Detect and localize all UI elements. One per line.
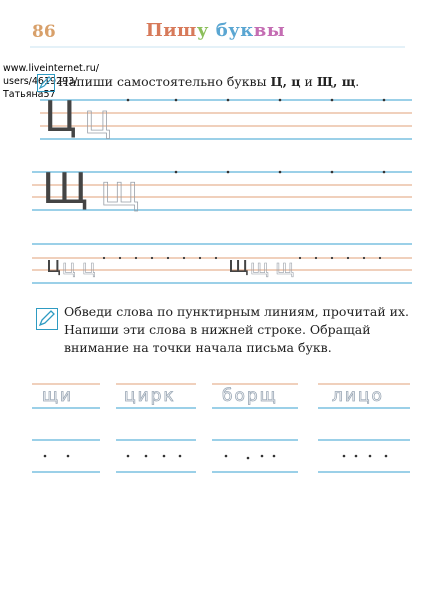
row3-a-solid-letter: ц (46, 253, 61, 278)
task1-text: Напиши самостоятельно буквы (58, 74, 271, 89)
row2-dashed-letter: щ (100, 166, 140, 215)
row3-b-dashed-letters: щ щ (250, 255, 295, 279)
trace-word-2: цирк (124, 386, 176, 406)
task2-instruction: Обведи слова по пунктирным линиям, прочитай их. Напиши эти слова в нижней строке. Обращай внимание на точки начала письма букв. (64, 304, 409, 355)
task1-and: и (300, 74, 317, 89)
start-dots-words (44, 455, 388, 460)
watermark-line-3: Татьяна57 (3, 89, 56, 100)
title-part-3: бук (215, 20, 254, 41)
title-part-4: вы (253, 20, 286, 41)
task1-letters-2: Щ, щ (316, 74, 356, 89)
row2-solid-letter: Щ (42, 164, 88, 213)
pencil-task-icon (36, 308, 58, 330)
trace-word-1: щи (42, 386, 74, 406)
watermark-line-1: www.liveinternet.ru/ (3, 63, 99, 74)
row1-dashed-letter: ц (84, 97, 112, 143)
row3-b-solid-letter: щ (228, 253, 249, 278)
title-part-1: Пиш (145, 20, 197, 41)
trace-word-4: лицо (332, 386, 384, 406)
trace-word-3: борщ (222, 386, 278, 406)
task1-end: . (355, 74, 360, 89)
pencil-task-icon (37, 74, 55, 92)
task1-instruction (58, 73, 359, 91)
watermark-line-2: users/4619293/ (3, 76, 78, 87)
title-part-2: у (196, 20, 216, 41)
task1-letters-1: Ц, ц (270, 74, 301, 89)
page-title (0, 20, 431, 41)
row3-a-dashed-letters: ц ц (62, 255, 96, 279)
row1-solid-letter: Ц (44, 92, 77, 141)
page-number: 86 (32, 22, 56, 42)
